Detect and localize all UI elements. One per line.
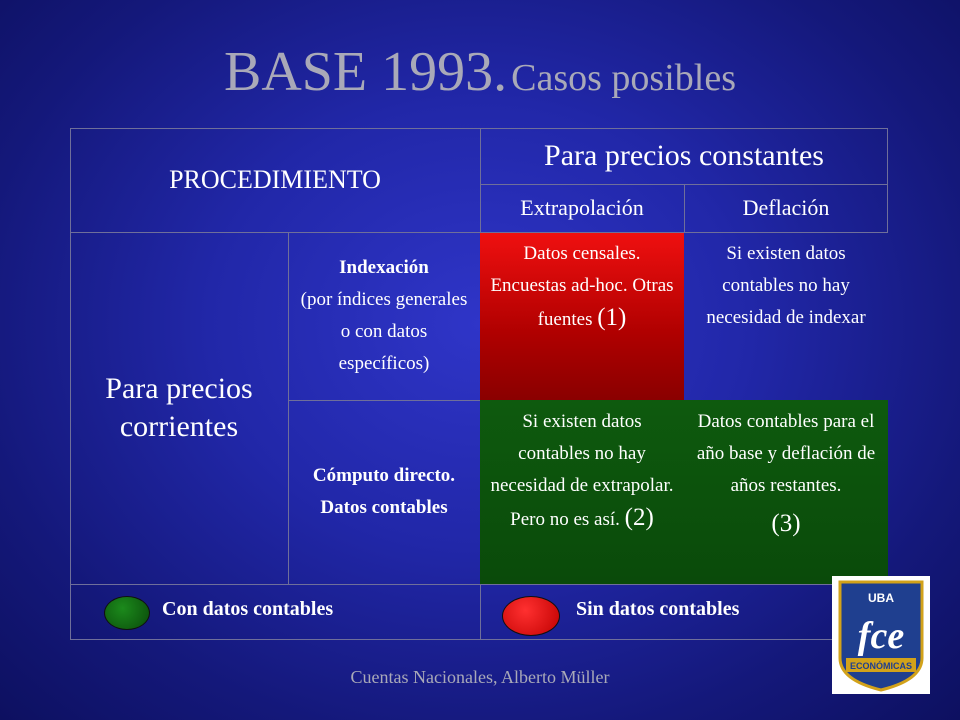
title-main: BASE 1993.: [223, 41, 508, 103]
grid-line: [684, 184, 685, 232]
grid-line: [288, 232, 289, 584]
svg-text:ECONÓMICAS: ECONÓMICAS: [849, 661, 913, 671]
indexar-cell: Si existen datos contables no hay necesidad de indexar: [706, 243, 866, 328]
red-dot-icon: [502, 596, 560, 636]
red-case-text: Datos censales. Encuestas ad-hoc. Otras fuentes: [490, 243, 674, 330]
svg-text:UBA: UBA: [868, 591, 894, 605]
fce-uba-logo: [832, 576, 930, 694]
grid-line: [288, 400, 480, 401]
red-case-note: (1): [597, 304, 627, 331]
legend-without-label: Sin datos contables: [576, 598, 740, 620]
svg-text:fce: fce: [857, 615, 905, 657]
green-right-note: (3): [771, 510, 801, 537]
legend-without: [480, 584, 888, 640]
grid-line: [480, 584, 481, 640]
grid-line: [70, 639, 888, 640]
green-dot-icon: [104, 596, 150, 630]
grid-line: [70, 584, 888, 585]
grid-line: [70, 128, 71, 640]
grid-line: [70, 232, 888, 233]
header-precios-constantes: Para precios constantes: [544, 139, 824, 172]
green-left-text: Si existen datos contables no hay necesidad de extrapolar. Pero no es así.: [490, 411, 674, 530]
cases-table: [70, 128, 888, 640]
grid-line: [887, 128, 888, 232]
green-left-note: (2): [624, 504, 654, 531]
header-extrapolacion: Extrapolación: [520, 195, 644, 220]
indexacion-cell: [288, 232, 480, 400]
title-sub: Casos posibles: [511, 57, 736, 99]
indexacion-rest: (por índices generales o con datos específicos): [300, 289, 468, 374]
footer-credit: Cuentas Nacionales, Alberto Müller: [350, 667, 610, 687]
header-deflacion: Deflación: [742, 195, 830, 220]
grid-line: [480, 128, 481, 232]
slide-title: [0, 40, 960, 104]
legend-with: [70, 584, 480, 640]
green-left-cell: [480, 400, 684, 584]
grid-line: [480, 184, 888, 185]
header-procedimiento: PROCEDIMIENTO: [169, 165, 381, 194]
green-right-text: Datos contables para el año base y deflación de años restantes.: [696, 411, 876, 496]
legend-with-label: Con datos contables: [162, 598, 334, 620]
indexacion-bold: Indexación: [339, 257, 429, 278]
green-right-cell: [684, 400, 888, 584]
grid-line: [70, 128, 888, 129]
red-case-cell: [480, 232, 684, 400]
computo-cell: Cómputo directo. Datos contables: [312, 465, 456, 518]
row-header-precios-corrientes: Para precios corrientes: [105, 372, 253, 443]
